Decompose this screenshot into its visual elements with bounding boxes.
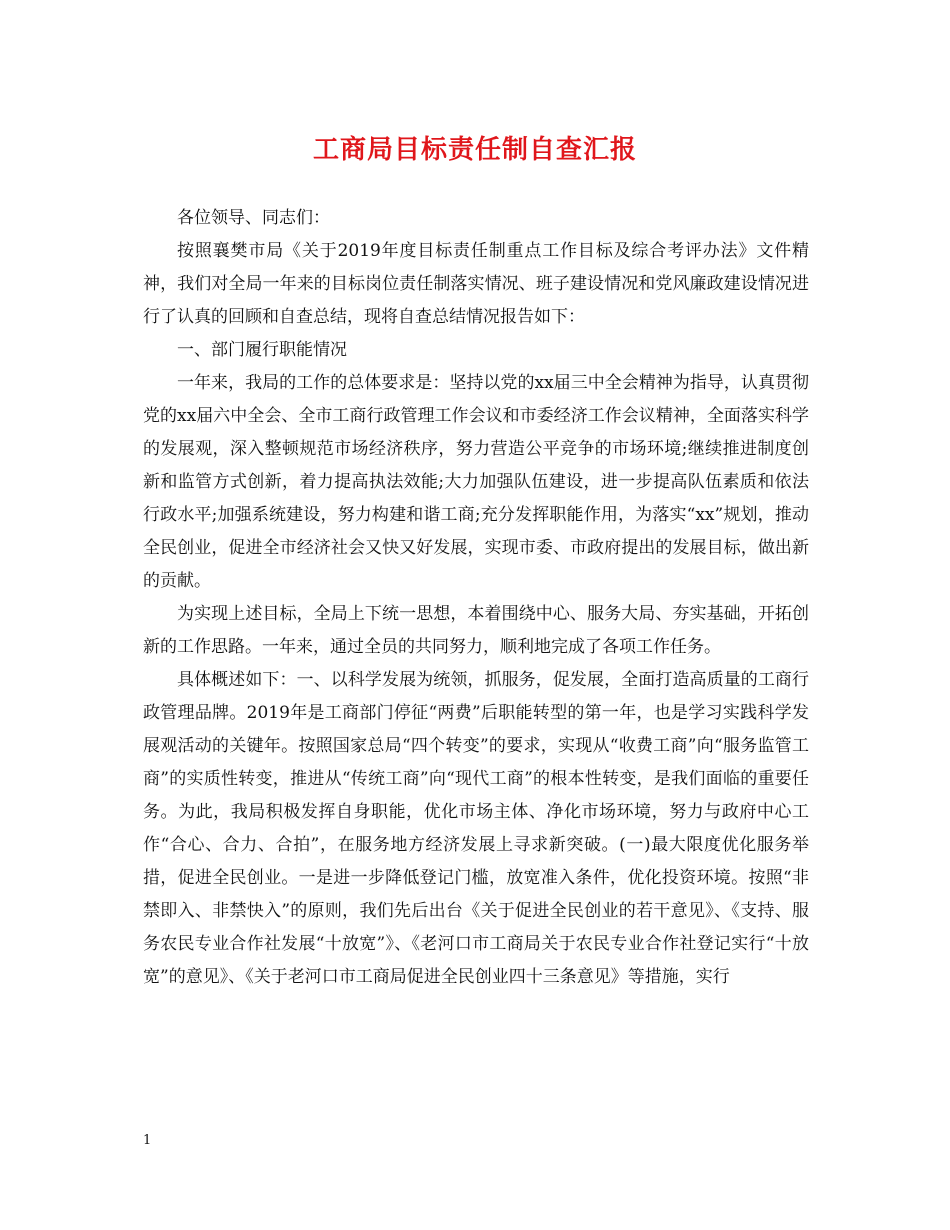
body-paragraph: 一年来，我局的工作的总体要求是：坚持以党的xx届三中全会精神为指导，认真贯彻党的xx届六中全会、全市工商行政管理工作会议和市委经济工作会议精神，全面落实科学的发展观，深入整顿规范市场经济秩序，努力营造公平竞争的市场环境;继续推进制度创新和监管方式创新，着力提高执法效能;大力加强队伍建设，进一步提高队伍素质和依法行政水平;加强系统建设，努力构建和谐工商;充分发挥职能作用，为落实“xx”规划，推动全民创业，促进全市经济社会又快又好发展，实现市委、市政府提出的发展目标，做出新的贡献。	[143, 373, 809, 591]
intro-paragraph: 按照襄樊市局《关于2019年度目标责任制重点工作目标及综合考评办法》文件精神，我们对全局一年来的目标岗位责任制落实情况、班子建设情况和党风廉政建设情况进行了认真的回顾和自查总结，现将自查总结情况报告如下：	[143, 241, 809, 327]
body-paragraph: 具体概述如下：一、以科学发展为统领，抓服务，促发展，全面打造高质量的工商行政管理品牌。2019年是工商部门停征“两费”后职能转型的第一年，也是学习实践科学发展观活动的关键年。按照国家总局“四个转变”的要求，实现从“收费工商”向“服务监管工商”的实质性转变，推进从“传统工商”向“现代工商”的根本性转变，是我们面临的重要任务。为此，我局积极发挥自身职能，优化市场主体、净化市场环境，努力与政府中心工作“合心、合力、合拍”，在服务地方经济发展上寻求新突破。(一)最大限度优化服务举措，促进全民创业。一是进一步降低登记门槛，放宽准入条件，优化投资环境。按照“非禁即入、非禁快入”的原则，我们先后出台《关于促进全民创业的若干意见》、《支持、服务农民专业合作社发展“十放宽”》、《老河口市工商局关于农民专业合作社登记实行“十放宽”的意见》、《关于老河口市工商局促进全民创业四十三条意见》等措施，实行	[143, 670, 809, 987]
section-heading: 一、部门履行职能情况	[177, 340, 347, 360]
document-body	[143, 202, 809, 994]
salutation-paragraph: 各位领导、同志们：	[177, 208, 330, 228]
document-title: 工商局目标责任制自查汇报	[312, 135, 637, 165]
body-paragraph: 为实现上述目标，全局上下统一思想，本着围绕中心、服务大局、夯实基础，开拓创新的工作思路。一年来，通过全员的共同努力，顺利地完成了各项工作任务。	[143, 604, 809, 657]
page-number: 1	[143, 1133, 152, 1148]
